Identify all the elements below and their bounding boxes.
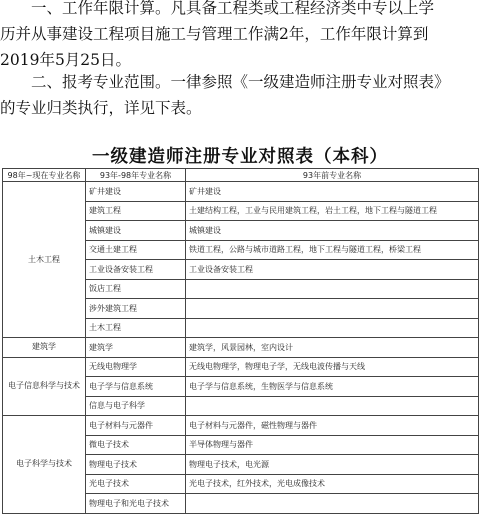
table-row: [3, 416, 479, 436]
major-pre93-cell: 土建结构工程，工业与民用建筑工程，岩土工程，地下工程与隧道工程: [186, 201, 479, 221]
table-row: [3, 338, 479, 358]
paragraph-line: 一、工作年限计算。凡具备工程类或工程经济类中专以上学: [31, 0, 435, 17]
major-93-98-cell: 工业设备安装工程: [86, 260, 186, 280]
table-row: [3, 182, 479, 202]
major-93-98-cell: 矿井建设: [86, 182, 186, 202]
major-93-98-cell: 土木工程: [86, 318, 186, 338]
major-pre93-cell: 铁道工程，公路与城市道路工程，地下工程与隧道工程，桥梁工程: [186, 240, 479, 260]
major-pre93-cell: 光电子技术，红外技术，光电成像技术: [186, 474, 479, 494]
major-pre93-cell: 电子学与信息系统，生物医学与信息系统: [186, 377, 479, 397]
major-pre93-cell: [186, 396, 479, 416]
major-pre93-cell: 矿井建设: [186, 182, 479, 202]
table-body: [3, 182, 479, 514]
major-pre93-cell: 城镇建设: [186, 221, 479, 241]
major-93-98-cell: 饭店工程: [86, 279, 186, 299]
major-pre93-cell: 物理电子技术，电光源: [186, 455, 479, 475]
major-pre93-cell: [186, 318, 479, 338]
paragraph-work-years: [0, 0, 480, 73]
paragraph-line: 的专业归类执行，详见下表。: [0, 99, 202, 117]
major-93-98-cell: 电子学与信息系统: [86, 377, 186, 397]
major-pre93-cell: 建筑学，风景园林，室内设计: [186, 338, 479, 358]
major-93-98-cell: 电子材料与元器件: [86, 416, 186, 436]
major-pre93-cell: 半导体物理与器件: [186, 435, 479, 455]
table-header-row: [3, 169, 479, 182]
major-93-98-cell: 物理电子和光电子技术: [86, 494, 186, 514]
category-cell: 电子信息科学与技术: [3, 357, 86, 416]
category-cell: 建筑学: [3, 338, 86, 358]
paragraph-major-scope: [0, 69, 480, 121]
category-cell: 土木工程: [3, 182, 86, 338]
major-pre93-cell: [186, 279, 479, 299]
major-pre93-cell: 无线电物理学，物理电子学，无线电波传播与天线: [186, 357, 479, 377]
major-93-98-cell: 城镇建设: [86, 221, 186, 241]
category-cell: 电子科学与技术: [3, 416, 86, 514]
column-header: 98年~现在专业名称: [3, 169, 86, 182]
column-header: 93年前专业名称: [186, 169, 479, 182]
table-row: [3, 357, 479, 377]
major-93-98-cell: 微电子技术: [86, 435, 186, 455]
paragraph-line: 历并从事建设工程项目施工与管理工作满2年，工作年限计算到: [0, 25, 429, 43]
major-pre93-cell: [186, 494, 479, 514]
major-pre93-cell: 电子材料与元器件，磁性物理与器件: [186, 416, 479, 436]
column-header: 93年-98年专业名称: [86, 169, 186, 182]
paragraph-line: 二、报考专业范围。一律参照《一级建造师注册专业对照表》: [31, 73, 450, 91]
major-93-98-cell: 涉外建筑工程: [86, 299, 186, 319]
major-93-98-cell: 建筑学: [86, 338, 186, 358]
major-93-98-cell: 交通土建工程: [86, 240, 186, 260]
major-93-98-cell: 光电子技术: [86, 474, 186, 494]
paragraph-line: 2019年5月25日。: [0, 51, 132, 69]
major-93-98-cell: 无线电物理学: [86, 357, 186, 377]
table-title: 一级建造师注册专业对照表（本科）: [92, 147, 388, 167]
major-pre93-cell: [186, 299, 479, 319]
major-93-98-cell: 建筑工程: [86, 201, 186, 221]
major-93-98-cell: 信息与电子科学: [86, 396, 186, 416]
major-comparison-table: [2, 168, 479, 514]
major-93-98-cell: 物理电子技术: [86, 455, 186, 475]
major-pre93-cell: 工业设备安装工程: [186, 260, 479, 280]
